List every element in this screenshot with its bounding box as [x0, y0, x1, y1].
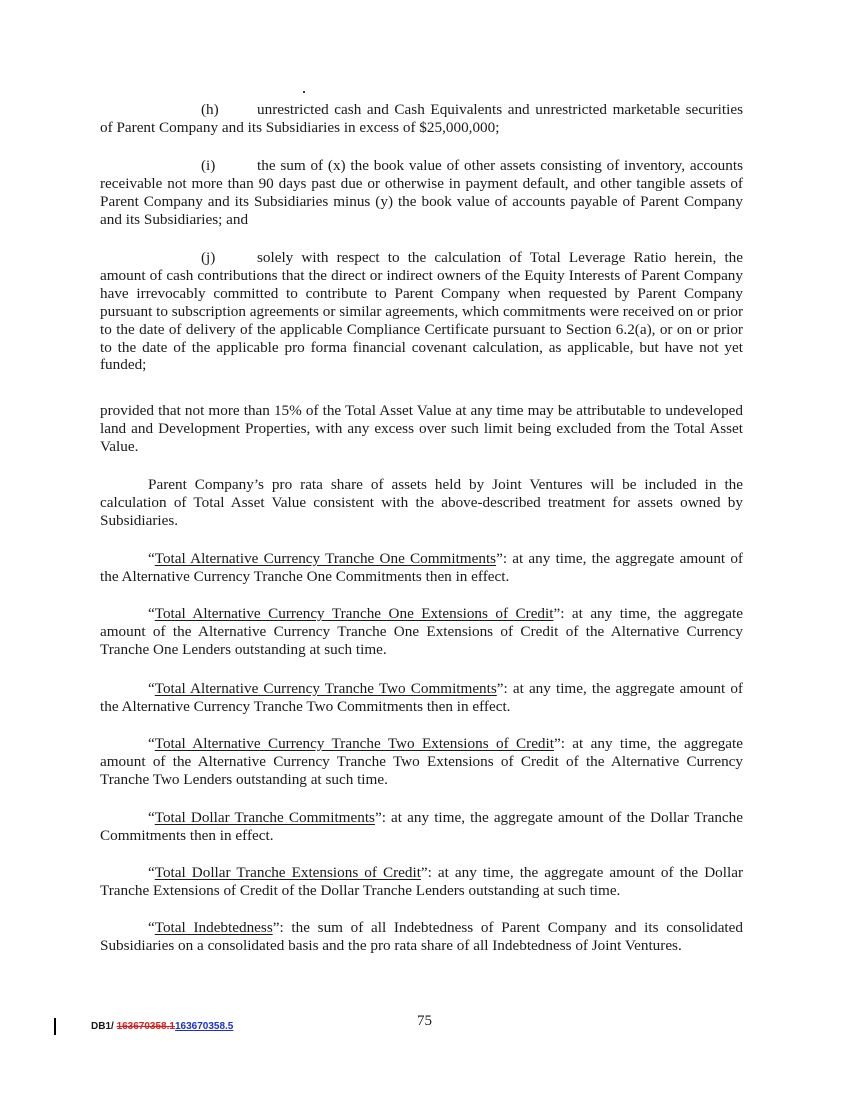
clause-h-label: (h) [201, 101, 219, 118]
definition-text: ”: the sum of all Indebtedness of Parent Company and its consolidated Subsidiaries on a consolidated basis and the pro rata share of all Indebtedness of Joint Ventures. [100, 919, 743, 954]
open-quote: “ [148, 864, 155, 881]
clause-j [100, 249, 743, 374]
defined-term: Total Dollar Tranche Commitments [154, 809, 375, 826]
definition-paragraph [100, 809, 743, 845]
definition-paragraph [100, 864, 743, 900]
open-quote: “ [148, 809, 155, 826]
open-quote: “ [148, 550, 155, 567]
definition-text: ”: at any time, the aggregate amount of the Alternative Currency Tranche One Commitments then in effect. [100, 550, 743, 585]
definition-text: ”: at any time, the aggregate amount of the Alternative Currency Tranche One Extensions of Credit of the Alternative Currency Tranche One Lenders outstanding at such time. [100, 605, 743, 658]
clause-i [100, 157, 743, 229]
deleted-doc-id: 163670358.1 [116, 1020, 175, 1032]
change-bar [54, 1018, 56, 1035]
defined-term: Total Alternative Currency Tranche Two Extensions of Credit [154, 735, 554, 752]
clause-j-label: (j) [201, 249, 216, 266]
open-quote: “ [148, 919, 155, 936]
jv-paragraph: Parent Company’s pro rata share of assets held by Joint Ventures will be included in the calculation of Total Asset Value consistent with the above-described treatment for assets owned by Subsidiaries. [100, 476, 743, 529]
proviso-paragraph: provided that not more than 15% of the Total Asset Value at any time may be attributable to undeveloped land and Development Properties, with any excess over such limit being excluded from the Total Asset Value. [100, 402, 743, 455]
document-id-footer [54, 1016, 233, 1036]
doc-prefix: DB1/ [91, 1020, 117, 1032]
definition-paragraph [100, 919, 743, 955]
definition-text: ”: at any time, the aggregate amount of the Alternative Currency Tranche Two Extensions of Credit of the Alternative Currency Tranche Two Lenders outstanding at such time. [100, 735, 743, 788]
definition-paragraph [100, 550, 743, 586]
clause-j-text: solely with respect to the calculation of Total Leverage Ratio herein, the amount of cash contributions that the direct or indirect owners of the Equity Interests of Parent Company have irrevocably committed to contribute to Parent Company when requested by Parent Company pursuant to subscription agreements or similar agreements, which commitments were received on or prior to the date of delivery of the applicable Compliance Certificate pursuant to Section 6.2(a), or on or prior to the date of the applicable pro forma financial covenant calculation, as applicable, but have not yet funded; [100, 249, 743, 374]
inserted-doc-id: 163670358.5 [174, 1020, 234, 1032]
clause-h-text: unrestricted cash and Cash Equivalents and unrestricted marketable securities of Parent Company and its Subsidiaries in excess of $25,000,000; [100, 101, 743, 136]
clause-h [100, 101, 743, 137]
clause-i-text: the sum of (x) the book value of other assets consisting of inventory, accounts receivable not more than 90 days past due or otherwise in payment default, and other tangible assets of Parent Company and its Subsidiaries minus (y) the book value of accounts payable of Parent Company and its Subsidiaries; and [100, 157, 743, 228]
open-quote: “ [148, 680, 155, 697]
defined-term: Total Alternative Currency Tranche One Extensions of Credit [154, 605, 554, 622]
clause-i-label: (i) [201, 157, 216, 174]
definition-paragraph [100, 735, 743, 789]
defined-term: Total Indebtedness [154, 919, 273, 936]
open-quote: “ [148, 605, 155, 622]
definition-paragraph [100, 605, 743, 659]
scan-speck [303, 91, 305, 93]
defined-term: Total Alternative Currency Tranche One Commitments [154, 550, 497, 567]
page-number: 75 [417, 1013, 432, 1029]
defined-term: Total Dollar Tranche Extensions of Credit [154, 864, 421, 881]
definition-text: ”: at any time, the aggregate amount of the Alternative Currency Tranche Two Commitments then in effect. [100, 680, 743, 715]
defined-term: Total Alternative Currency Tranche Two Commitments [154, 680, 497, 697]
definition-paragraph [100, 680, 743, 716]
open-quote: “ [148, 735, 155, 752]
definition-text: ”: at any time, the aggregate amount of the Dollar Tranche Extensions of Credit of the Dollar Tranche Lenders outstanding at such time. [100, 864, 743, 899]
definition-text: ”: at any time, the aggregate amount of the Dollar Tranche Commitments then in effect. [100, 809, 743, 844]
